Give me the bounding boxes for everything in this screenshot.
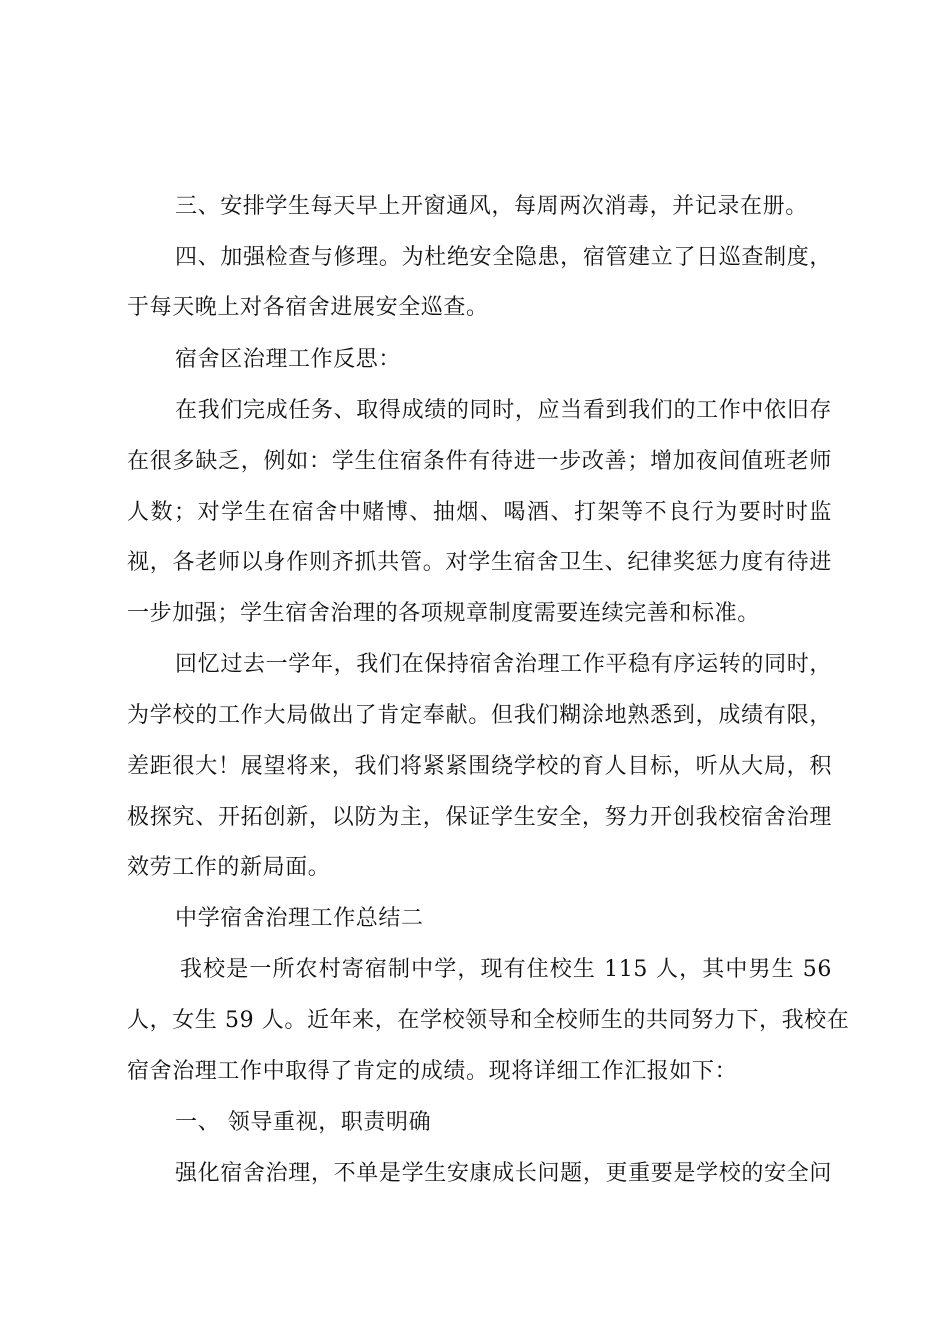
paragraph-item-four-line-2: 于每天晚上对各宿舍进展安全巡查。	[127, 295, 489, 320]
paragraph-school-line-3: 宿舍治理工作中取得了肯定的成绩。现将详细工作汇报如下：	[127, 1059, 738, 1084]
paragraph-review-line-5: 效劳工作的新局面。	[127, 855, 331, 880]
paragraph-school-line-1: 我校是一所农村寄宿制中学，现有住校生 115 人，其中男生 56	[180, 957, 832, 982]
section-heading-leadership: 一、 领导重视，职责明确	[175, 1110, 432, 1135]
paragraph-reflection-line-4: 视，各老师以身作则齐抓共管。对学生宿舍卫生、纪律奖惩力度有待进	[127, 550, 832, 575]
paragraph-item-three: 三、安排学生每天早上开窗通风，每周两次消毒，并记录在册。	[175, 194, 808, 219]
section-heading-reflection: 宿舍区治理工作反思：	[175, 347, 402, 372]
paragraph-review-line-3: 差距很大！展望将来，我们将紧紧围绕学校的育人目标，听从大局，积	[127, 754, 832, 779]
paragraph-review-line-2: 为学校的工作大局做出了肯定奉献。但我们糊涂地熟悉到，成绩有限，	[127, 703, 832, 728]
paragraph-reflection-line-3: 人数；对学生在宿舍中赌博、抽烟、喝酒、打架等不良行为要时时监	[127, 500, 832, 525]
paragraph-item-four-line-1: 四、加强检查与修理。为杜绝安全隐患，宿管建立了日巡查制度，	[175, 245, 832, 270]
section-heading-summary-two: 中学宿舍治理工作总结二	[175, 906, 424, 931]
paragraph-leadership-line-1: 强化宿舍治理，不单是学生安康成长问题，更重要是学校的安全问	[175, 1161, 832, 1186]
paragraph-reflection-line-1: 在我们完成任务、取得成绩的同时，应当看到我们的工作中依旧存	[175, 398, 832, 423]
paragraph-review-line-4: 极探究、开拓创新，以防为主，保证学生安全，努力开创我校宿舍治理	[127, 805, 832, 830]
paragraph-reflection-line-5: 一步加强；学生宿舍治理的各项规章制度需要连续完善和标准。	[127, 601, 760, 626]
paragraph-school-line-2: 人，女生 59 人。近年来，在学校领导和全校师生的共同努力下，我校在	[127, 1008, 850, 1033]
paragraph-reflection-line-2: 在很多缺乏，例如：学生住宿条件有待进一步改善；增加夜间值班老师	[127, 449, 832, 474]
paragraph-review-line-1: 回忆过去一学年，我们在保持宿舍治理工作平稳有序运转的同时，	[175, 652, 832, 677]
